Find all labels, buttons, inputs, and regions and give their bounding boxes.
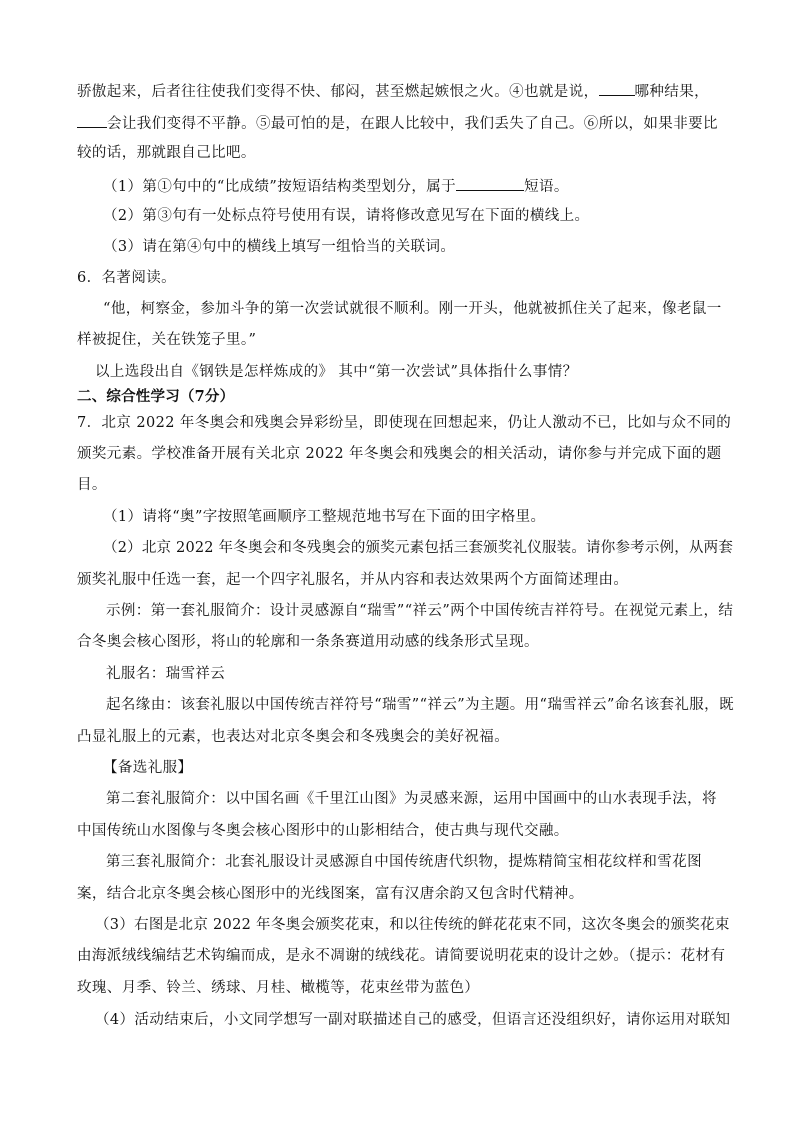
example-line-1: 示例：第一套礼服简介：设计灵感源自“瑞雪”“祥云”两个中国传统吉祥符号。在视觉元素上，结 xyxy=(106,603,734,619)
q5-sub3: （3）请在第④句中的横线上填写一组恰当的关联词。 xyxy=(103,239,456,255)
options-heading: 【备选礼服】 xyxy=(103,760,193,776)
passage-line-1-end: 哪种结果， xyxy=(634,84,709,100)
q6-question: 以上选段出自《钢铁是怎样炼成的》 其中“第一次尝试”具体指什么事情？ xyxy=(95,364,578,380)
q7-sub2-line-1: （2）北京 2022 年冬奥会和冬残奥会的颁奖元素包括三套颁奖礼仪服装。请你参考示例，从两套 xyxy=(103,540,734,556)
q7-sub3-line-2: 由海派绒线编结艺术钩编而成，是永不凋谢的绒线花。请简要说明花束的设计之妙。（提示：花材有 xyxy=(77,948,726,964)
q5-sub1-text: （1）第①句中的“比成绩”按短语结构类型划分，属于 xyxy=(103,179,457,195)
answer-blank[interactable] xyxy=(599,80,635,96)
example-line-2: 合冬奥会核心图形，将山的轮廓和一条条赛道用动感的线条形式呈现。 xyxy=(77,634,539,650)
reason-line-2: 凸显礼服上的元素，也表达对北京冬奥会和冬残奥会的美好祝福。 xyxy=(77,729,510,745)
passage-line-1-text: 骄傲起来，后者往往使我们变得不快、郁闷，甚至燃起嫉恨之火。④也就是说， xyxy=(77,84,599,100)
option3-line-1: 第三套礼服简介：北套礼服设计灵感源自中国传统唐代织物，提炼精简宝相花纹样和雪花图 xyxy=(106,854,702,870)
q5-sub1 xyxy=(103,175,569,197)
q7-intro-line-3: 目。 xyxy=(77,477,107,493)
answer-blank[interactable] xyxy=(456,175,524,191)
passage-line-2 xyxy=(77,112,718,134)
q5-sub2: （2）第③句有一处标点符号使用有误，请将修改意见写在下面的横线上。 xyxy=(103,208,590,224)
q6-title: 6．名著阅读。 xyxy=(77,270,177,286)
passage-line-2-text: 会让我们变得不平静。⑤最可怕的是，在跟人比较中，我们丢失了自己。⑥所以，如果非要比 xyxy=(107,116,718,132)
q7-intro-line-2: 颁奖元素。学校准备开展有关北京 2022 年冬奥会和残奥会的相关活动，请你参与并完成下面的题 xyxy=(77,446,722,462)
q7-intro-line-1: 7．北京 2022 年冬奥会和残奥会异彩纷呈，即使现在回想起来，仍让人激动不已，比如与众不同的 xyxy=(77,415,732,431)
q7-sub4-line-1: （4）活动结束后，小文同学想写一副对联描述自己的感受，但语言还没组织好，请你运用对联知 xyxy=(95,1012,731,1028)
option2-line-2: 中国传统山水图像与冬奥会核心图形中的山影相结合，使古典与现代交融。 xyxy=(77,823,569,839)
example-garment-name: 礼服名：瑞雪祥云 xyxy=(106,666,226,682)
q7-sub3-line-3: 玫瑰、月季、铃兰、绣球、月桂、橄榄等，花束丝带为蓝色） xyxy=(77,980,480,996)
answer-blank[interactable] xyxy=(77,112,107,128)
q7-sub3-line-1: （3）右图是北京 2022 年冬奥会颁奖花束，和以往传统的鲜花花束不同，这次冬奥会的颁奖花束 xyxy=(95,917,730,933)
q6-quote-line-1: “他，柯察金，参加斗争的第一次尝试就很不顺利。刚一开头，他就被抓住关了起来，像老鼠一 xyxy=(103,301,722,317)
passage-line-1 xyxy=(77,80,709,102)
reason-line-1: 起名缘由：该套礼服以中国传统吉祥符号“瑞雪”“祥云”为主题。用“瑞雪祥云”命名该套礼服，既 xyxy=(106,697,734,713)
passage-line-3: 较的话，那就跟自己比吧。 xyxy=(77,145,256,161)
q7-sub1: （1）请将“奥”字按照笔画顺序工整规范地书写在下面的田字格里。 xyxy=(103,509,546,525)
option2-line-1: 第二套礼服简介：以中国名画《千里江山图》为灵感来源，运用中国画中的山水表现手法，将 xyxy=(106,791,717,807)
q5-sub1-end: 短语。 xyxy=(524,179,569,195)
option3-line-2: 案，结合北京冬奥会核心图形中的光线图案，富有汉唐余韵又包含时代精神。 xyxy=(77,886,584,902)
q7-sub2-line-2: 颁奖礼服中任选一套，起一个四字礼服名，并从内容和表达效果两个方面简述理由。 xyxy=(77,572,629,588)
q6-quote-line-2: 样被捉住，关在铁笼子里。” xyxy=(77,332,257,348)
section-heading: 二、综合性学习（7分） xyxy=(77,388,235,405)
